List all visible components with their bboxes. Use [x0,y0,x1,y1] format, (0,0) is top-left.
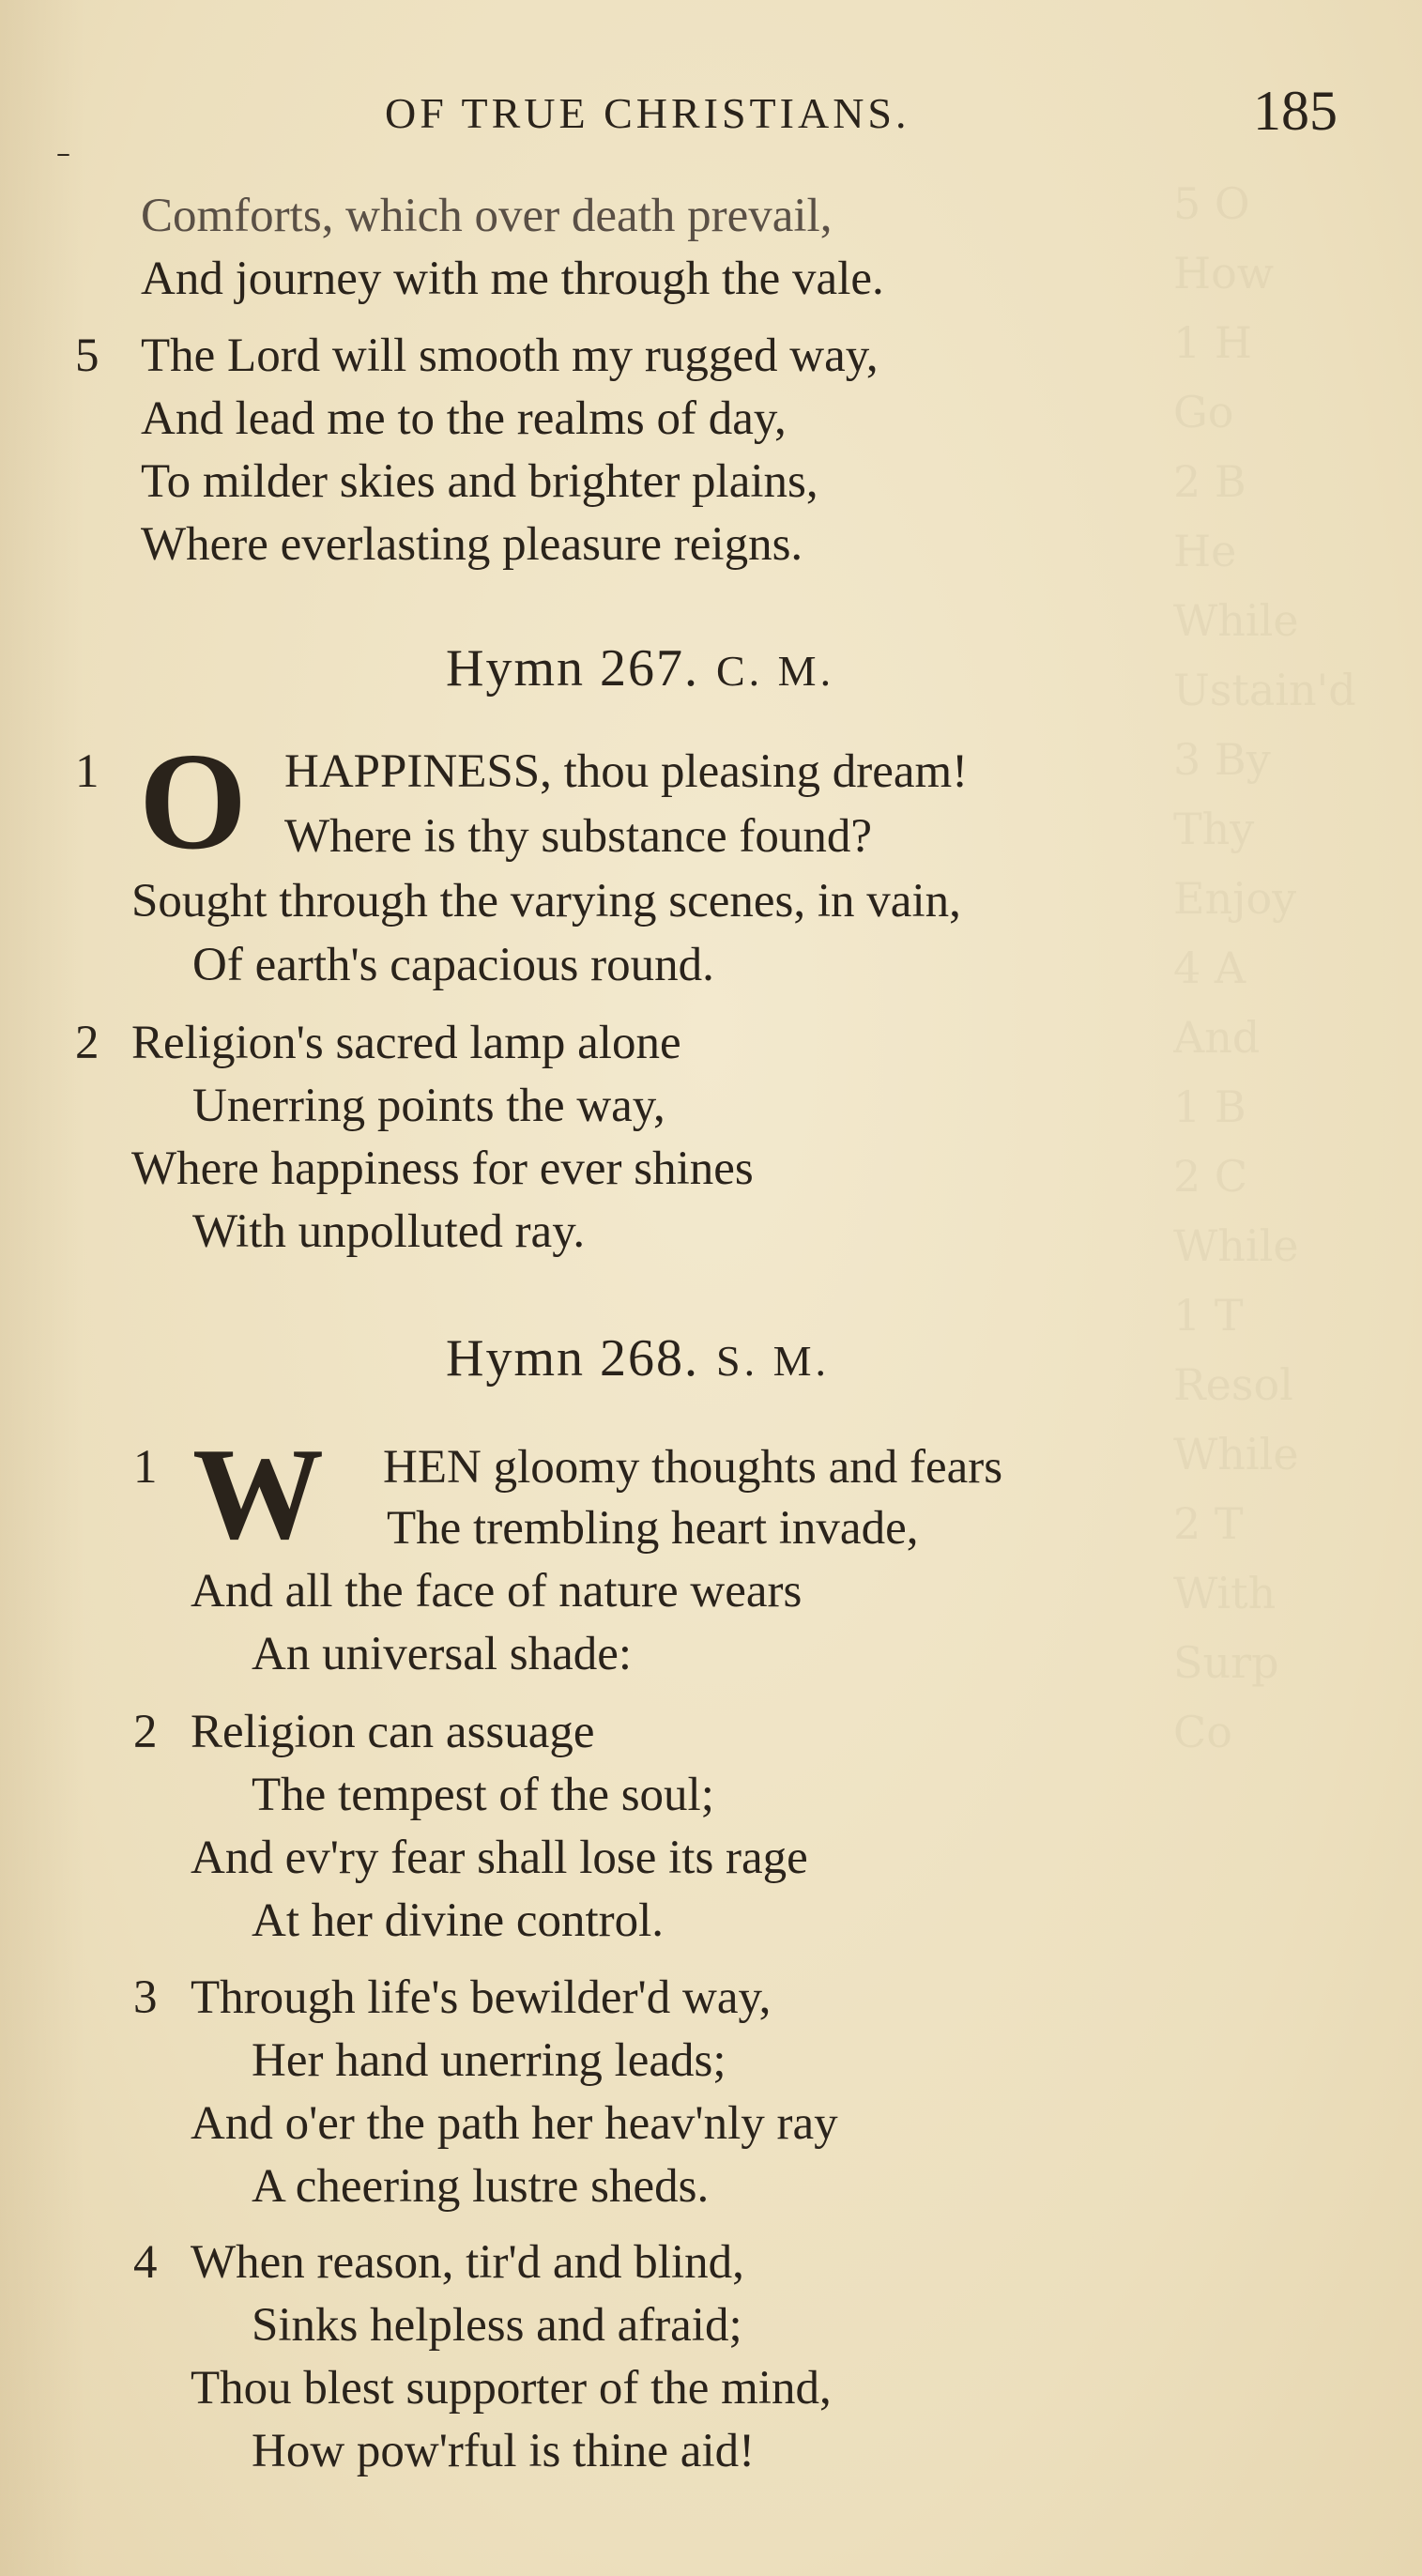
verse-line: To milder skies and brighter plains, [141,455,818,508]
verse-line: With unpolluted ray. [192,1205,586,1258]
verse-line: Religion's sacred lamp alone [131,1017,681,1069]
verse-line: Unerring points the way, [192,1080,665,1132]
hymn-title-text: Hymn 267. [446,639,699,698]
verse-line: And journey with me through the vale. [141,253,884,305]
verse-line: When reason, tir'd and blind, [191,2236,744,2289]
drop-cap: O [139,725,248,879]
page-header [0,80,1422,170]
hymn-268-title [446,1328,830,1388]
verse-line: HAPPINESS, thou pleasing dream! [284,745,969,798]
verse-line: Sinks helpless and afraid; [252,2299,742,2352]
header-mark: – [56,137,70,170]
verse-line: Through life's bewilder'd way, [191,1971,772,2024]
verse-line: An universal shade: [252,1628,633,1680]
verse-line: Thou blest supporter of the mind, [191,2362,832,2415]
verse-line: Of earth's capacious round. [192,939,714,991]
stanza-number: 5 [75,330,99,382]
hymn-meter: S. M. [716,1337,830,1385]
stanza-number: 4 [133,2236,158,2289]
verse-line: And all the face of nature wears [191,1565,803,1618]
verse-line: The trembling heart invade, [387,1502,919,1555]
stanza-number: 2 [133,1706,158,1758]
hymn-meter: C. M. [716,647,835,695]
verse-line: Comforts, which over death prevail, [141,190,833,242]
verse-line: And lead me to the realms of day, [141,392,787,445]
verse-line: A cheering lustre sheds. [252,2160,710,2213]
stanza-number: 1 [133,1441,158,1494]
hymn-267-title [446,638,834,698]
verse-line: Sought through the varying scenes, in vain, [131,875,961,928]
verse-line: Where everlasting pleasure reigns. [141,518,803,571]
hymn-title-text: Hymn 268. [446,1329,699,1388]
verse-line: The tempest of the soul; [252,1769,714,1821]
stanza-number: 2 [75,1017,99,1069]
show-through-text: 5 O How 1 H Go 2 B He While Ustain'd 3 By Thy Enjoy 4 A And 1 B 2 C While 1 T Resol While 2 T With Surp Co [1173,178,1356,1757]
stanza-number: 3 [133,1971,158,2024]
verse-line: And ev'ry fear shall lose its rage [191,1832,808,1884]
verse-line: At her divine control. [252,1894,665,1947]
drop-cap: W [192,1421,324,1567]
verse-line: The Lord will smooth my rugged way, [141,330,879,382]
verse-line: Religion can assuage [191,1706,595,1758]
verse-line: HEN gloomy thoughts and fears [383,1441,1003,1494]
verse-line: Where happiness for ever shines [131,1142,754,1195]
verse-line: And o'er the path her heav'nly ray [191,2097,838,2150]
running-title: OF TRUE CHRISTIANS. [385,89,910,137]
verse-line: Her hand unerring leads; [252,2034,726,2087]
verse-line: How pow'rful is thine aid! [252,2425,756,2477]
page-number: 185 [1253,80,1338,142]
verse-line: Where is thy substance found? [284,810,872,863]
stanza-number: 1 [75,745,99,798]
